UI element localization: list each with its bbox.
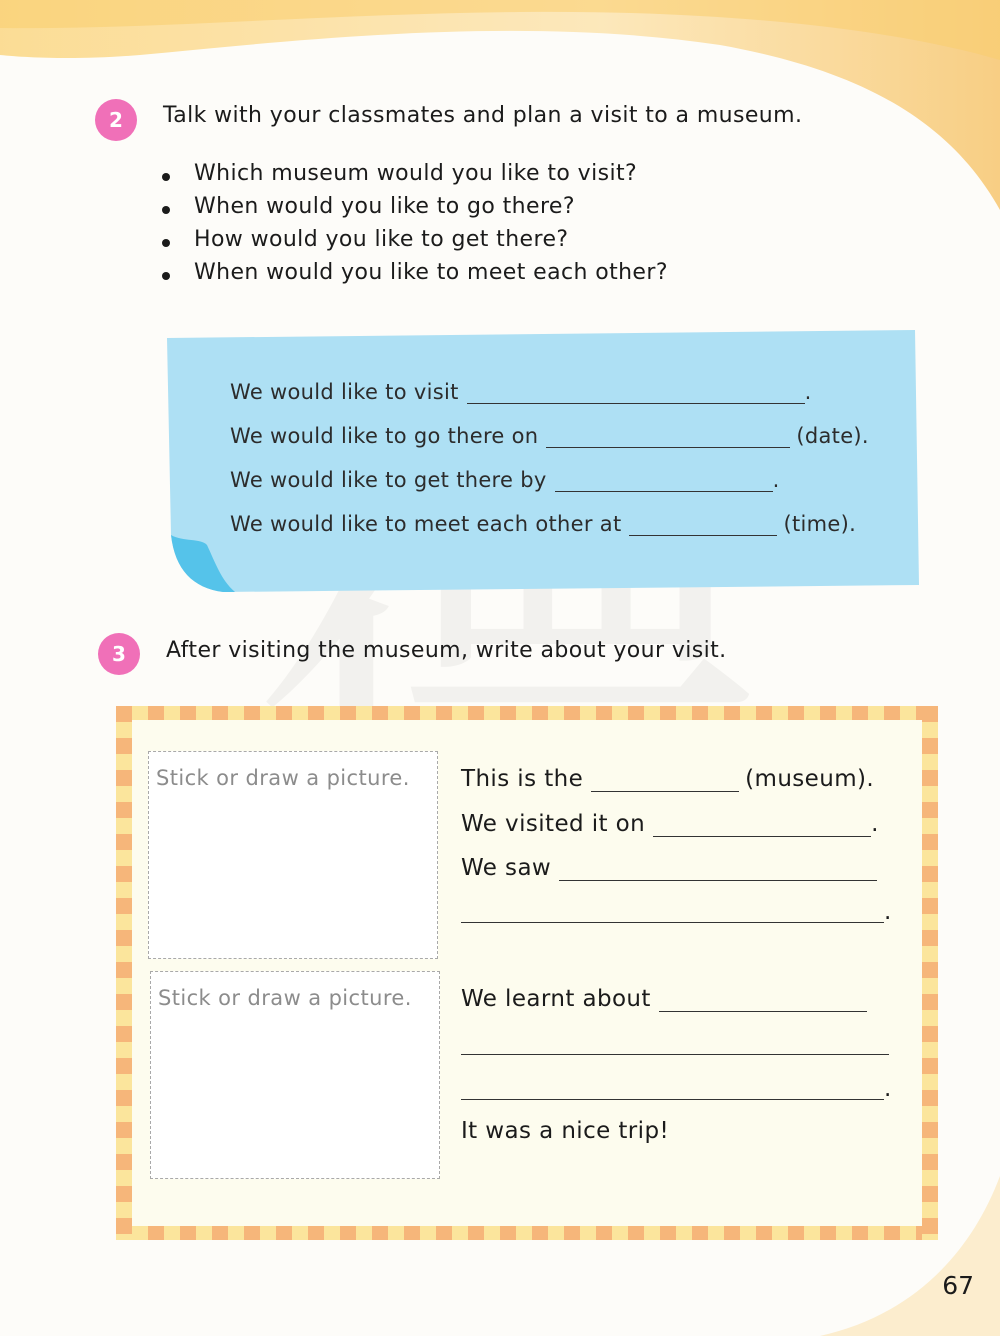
report-learnt-blank[interactable] bbox=[659, 989, 867, 1012]
report-learnt-blank-line-2[interactable] bbox=[461, 1053, 889, 1055]
plan-line-museum-text: We would like to visit bbox=[230, 380, 459, 404]
report-museum-blank[interactable] bbox=[591, 769, 739, 792]
plan-line-date-end: (date). bbox=[796, 424, 869, 448]
picture-box-2[interactable] bbox=[150, 971, 440, 1179]
page-number: 67 bbox=[942, 1271, 974, 1300]
report-closing: It was a nice trip! bbox=[461, 1118, 670, 1144]
report-line-date-end: . bbox=[871, 811, 879, 837]
plan-line-transport-text: We would like to get there by bbox=[230, 468, 547, 492]
plan-line-museum bbox=[230, 380, 812, 404]
report-line-date-text: We visited it on bbox=[461, 811, 646, 837]
report-line-date bbox=[461, 811, 879, 837]
question-list bbox=[160, 157, 668, 289]
plan-line-time bbox=[230, 512, 856, 536]
question-text: Which museum would you like to visit? bbox=[194, 161, 638, 186]
note-card-background bbox=[163, 330, 920, 592]
frame-border-left bbox=[116, 706, 132, 1240]
bullet-icon bbox=[162, 206, 170, 214]
frame-border-right bbox=[922, 706, 938, 1240]
plan-line-date-text: We would like to go there on bbox=[230, 424, 539, 448]
report-line-learnt bbox=[461, 986, 873, 1012]
activity-2-heading: Talk with your classmates and plan a visit to a museum. bbox=[163, 103, 803, 128]
plan-note-card bbox=[163, 330, 920, 592]
plan-line-time-end: (time). bbox=[783, 512, 857, 536]
question-item bbox=[160, 223, 668, 256]
report-saw-blank[interactable] bbox=[559, 858, 877, 881]
question-item bbox=[160, 256, 668, 289]
report-line-learnt-text: We learnt about bbox=[461, 986, 651, 1012]
plan-line-time-text: We would like to meet each other at bbox=[230, 512, 622, 536]
plan-time-blank[interactable] bbox=[629, 513, 777, 536]
report-date-blank[interactable] bbox=[653, 814, 871, 837]
report-line-museum-text: This is the bbox=[461, 766, 584, 792]
report-line-museum bbox=[461, 766, 874, 792]
plan-line-museum-end: . bbox=[804, 380, 812, 404]
report-line-museum-end: (museum). bbox=[745, 766, 875, 792]
report-learnt-blank-line-3[interactable] bbox=[461, 1098, 884, 1100]
picture-box-1[interactable] bbox=[148, 751, 438, 959]
question-item bbox=[160, 190, 668, 223]
report-saw-blank-continued[interactable] bbox=[461, 921, 884, 923]
plan-museum-blank[interactable] bbox=[467, 381, 805, 404]
activity-3-heading: After visiting the museum, write about your visit. bbox=[166, 638, 727, 663]
report-saw-end: . bbox=[884, 899, 892, 925]
bullet-icon bbox=[162, 173, 170, 181]
activity-3-number-badge: 3 bbox=[98, 633, 140, 675]
question-text: How would you like to get there? bbox=[194, 227, 569, 252]
report-learnt-end: . bbox=[884, 1076, 892, 1102]
picture-prompt-2: Stick or draw a picture. bbox=[158, 986, 412, 1010]
question-text: When would you like to meet each other? bbox=[194, 260, 668, 285]
bullet-icon bbox=[162, 239, 170, 247]
picture-prompt-1: Stick or draw a picture. bbox=[156, 766, 410, 790]
report-line-saw-text: We saw bbox=[461, 855, 552, 881]
bullet-icon bbox=[162, 272, 170, 280]
plan-line-transport bbox=[230, 468, 780, 492]
plan-transport-blank[interactable] bbox=[555, 469, 773, 492]
question-item bbox=[160, 157, 668, 190]
plan-date-blank[interactable] bbox=[546, 425, 790, 448]
activity-2-number-badge: 2 bbox=[95, 99, 137, 141]
report-line-saw bbox=[461, 855, 883, 881]
plan-line-date bbox=[230, 424, 869, 448]
plan-line-transport-end: . bbox=[772, 468, 780, 492]
question-text: When would you like to go there? bbox=[194, 194, 575, 219]
